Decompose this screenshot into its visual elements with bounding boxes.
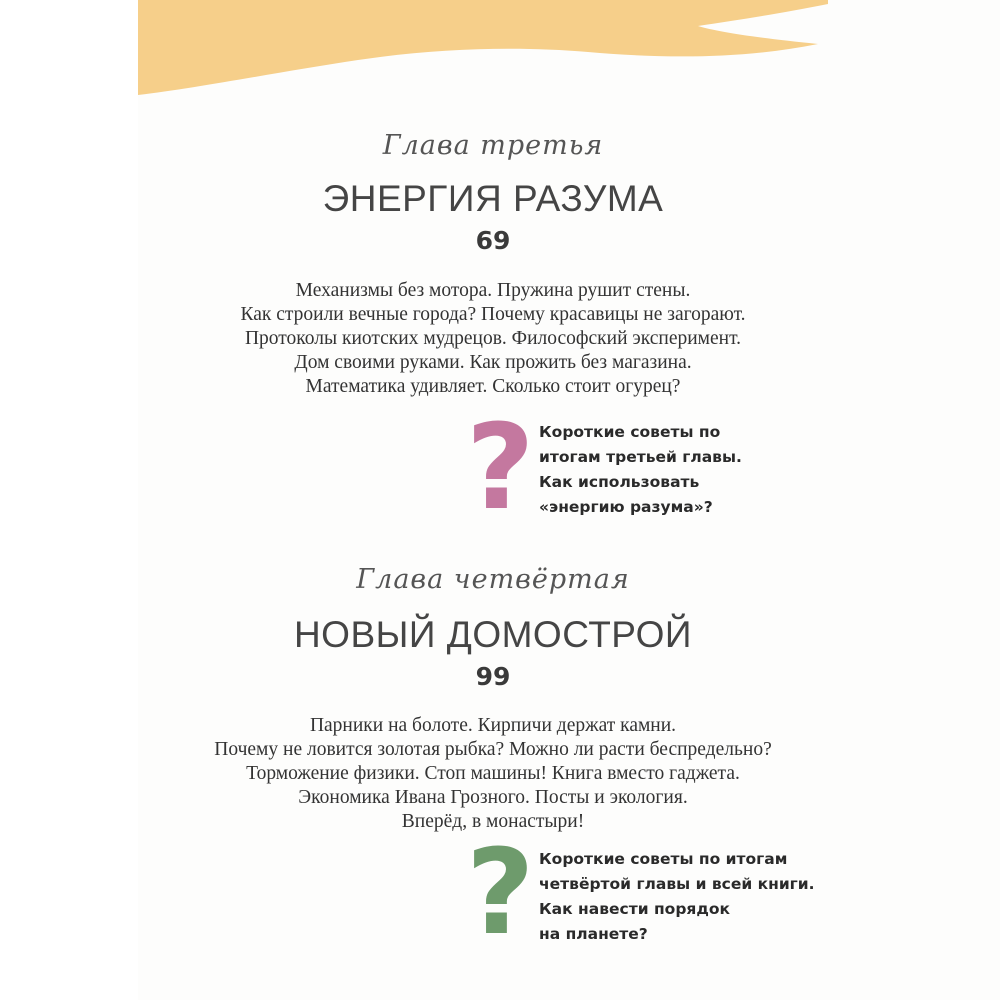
chapter4-tips [539,847,815,947]
chapter3-tips [539,420,742,520]
topic-line: Экономика Ивана Грозного. Посты и экология. [298,787,688,808]
tips-line: итогам третьей главы. [539,448,742,466]
chapter3-title: ЭНЕРГИЯ РАЗУМА [322,178,664,219]
ribbon-decoration [138,0,828,100]
tips-line: Как использовать [539,473,700,491]
topic-line: Математика удивляет. Сколько стоит огурец? [305,376,681,397]
chapter3-topics [0,279,986,399]
topic-line: Протоколы киотских мудрецов. Философский эксперимент. [244,328,742,349]
tips-line: Как навести порядок [539,900,731,918]
tips-line: Короткие советы по [539,423,721,441]
question-mark-icon: ? [466,398,535,536]
tips-line: «энергию разума»? [539,498,713,516]
chapter3-page-number: 69 [475,226,511,255]
chapter4-label: Глава четвёртая [356,564,630,595]
chapter4-page-number: 99 [475,662,511,691]
tips-line: четвёртой главы и всей книги. [539,875,815,893]
topic-line: Почему не ловится золотая рыбка? Можно ли расти беспредельно? [214,739,772,760]
chapter3-label: Глава третья [382,130,604,161]
tips-line: Короткие советы по итогам [539,850,788,868]
topic-line: Парники на болоте. Кирпичи держат камни. [309,715,677,736]
chapter4-topics [0,714,986,834]
topic-line: Вперёд, в монастыри! [401,811,585,832]
topic-line: Торможение физики. Стоп машины! Книга вместо гаджета. [246,763,740,784]
chapter4-title: НОВЫЙ ДОМОСТРОЙ [293,614,693,655]
topic-line: Механизмы без мотора. Пружина рушит стены. [295,280,691,301]
topic-line: Как строили вечные города? Почему красавицы не загорают. [240,304,746,325]
topic-line: Дом своими руками. Как прожить без магазина. [294,352,692,373]
question-mark-icon: ? [466,823,535,961]
tips-line: на планете? [539,925,648,943]
